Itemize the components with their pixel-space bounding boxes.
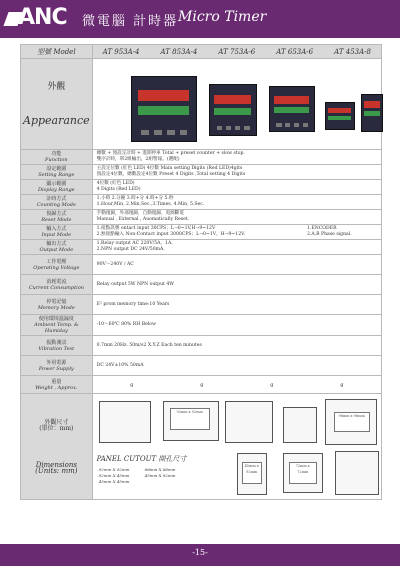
counting-mode-row [21,195,382,210]
consumption-row [21,275,382,295]
row-label-en: Memory Mode [37,304,75,311]
dimension-drawing-953 [99,401,151,443]
row-label-en: Current Consumption [28,284,84,291]
dimension-side-1 [237,453,267,495]
power-supply-row [21,356,382,376]
weight-unit: g [340,381,344,388]
dimension-side-2 [283,453,323,493]
row-label-cn: 工作電壓 [46,258,67,265]
row-text: E² prom memory time:10 Years [96,301,170,307]
model-1: AT 953A-4 [102,47,140,56]
row-text: Manual , External , Auomatically Reset. [96,217,190,222]
dimension-drawing-653 [283,407,317,443]
dim-inner-label: 96mm x 96mm [334,412,370,432]
row-label-cn: 振動測試 [46,339,67,346]
row-label-cn: 重量 [51,378,62,385]
row-text: 手動復歸，外部復歸，自動復歸，電源斷電 [96,211,184,216]
cutout-size: 68mm X 68mm [144,466,176,472]
vibration-row [21,336,382,356]
dimension-side-3 [335,451,379,495]
weight-unit: g [130,381,134,388]
row-label-cn: 輸出方式 [46,241,67,247]
setting-range-row [21,165,382,180]
row-label-cn: 計時方式 [46,196,67,202]
model-2: AT 853A-4 [160,47,198,56]
reset-mode-row [21,210,382,225]
row-label-cn: 外用電源 [46,359,67,366]
cutout-title: PANEL CUTOUT 開孔尺寸 [96,454,187,463]
cutout-list-1 [99,467,130,485]
row-text: 4 Digits (Red LED) [96,187,141,192]
row-text-right: 1.ENCODER [307,226,337,231]
row-label-cn: 功能 [51,151,62,157]
row-text: 1.接點訊號 ontact input 30CPS；L→0~1V,H→9~12V [96,226,216,231]
appearance-en: Appearance [23,114,90,127]
footer-bar [0,544,400,566]
row-text: -10～60℃ 80% RH Below [96,322,156,327]
dimension-drawing-453 [325,399,377,445]
row-label-cn: 復歸方式 [46,211,67,217]
device-953-image [131,76,197,142]
row-text: 1.小時 2.分鐘 3.時+分 4.時+分 5.秒 [96,196,174,201]
row-label-en: Reset Mode [41,217,72,223]
dimension-drawing-853 [163,401,219,441]
header-bar [0,0,400,38]
row-text: 總數 + 預設定計時 + 進期停車 Total + preset counter + slow stop. [96,151,245,156]
row-text: 90V～240V / AC [96,261,134,267]
voltage-row [21,255,382,275]
model-5: AT 453A-8 [334,47,371,56]
row-label-en: Display Range [38,187,75,193]
row-text: 雙序計時，單2組輸出，2組警報。(選配) [96,157,180,162]
row-text-right: 2.A,B Phase signal. [307,232,352,237]
weight-row [21,376,382,394]
device-753-image [269,86,315,132]
row-text: 主設定位數 (紅色 LED) 4位數 Main setting Digits (Red LED)4gits [96,166,243,171]
appearance-row [21,59,382,150]
model-label: 型號 Model [21,45,93,59]
appearance-images [92,59,381,150]
row-label-en: Input Mode [41,232,72,238]
row-label-en: Power Supply [38,365,74,372]
model-list [92,45,381,59]
row-label-cn: 輸入方式 [46,226,67,232]
row-label-en: Counting Mode [36,202,76,208]
row-label-en: Weight , Approx. [35,384,78,391]
row-label-en: Output Mode [39,247,74,253]
weight-unit: g [270,381,274,388]
title-english: Micro Timer [178,9,267,25]
cutout-size: 45mm X 45mm [98,478,130,484]
row-text: 0.7mm 20Hz. 50m/s2 X.Y.Z Each ten minutes [96,342,202,348]
function-row [21,150,382,165]
dim-inner-label: 72mm x 72mm [289,462,317,484]
row-label-en: Function [45,157,68,163]
row-text: 1.Relay output AC 220V/5A，1A. [96,241,173,246]
row-text: 預設定4位數，總數設定4位數 Preset 4 Digits ,Total setting 4 Digits [96,172,246,177]
row-text: 1.Hour,Min, 2.Min,Sec.,3.Times, 4.Min, 5.Sec. [96,202,205,207]
row-label-cn: 設定範圍 [46,166,67,172]
logo-text: ANC [18,5,67,30]
model-row [21,45,382,59]
spec-table [20,44,382,500]
brand-logo [6,5,66,33]
ambient-row [21,315,382,336]
row-label-en: Operating Voltage [33,264,80,271]
dims-label-en: Dimensions (Units: mm) [35,460,78,475]
row-label-cn: 顯示範圍 [46,181,67,187]
row-text: 4位數 (紅色 LED) [96,181,135,186]
cutout-size: 45mm X 92mm [144,472,176,478]
model-3: AT 753A-6 [218,47,256,56]
row-label-cn: 消耗電流 [46,278,67,285]
model-4: AT 653A-6 [276,47,314,56]
row-label-cn: 使用環境溫濕度 [38,316,74,322]
cutout-list-2 [145,467,176,479]
dims-label-cn: 外觀尺寸 (單位：mm) [39,418,74,432]
weight-unit: g [200,381,204,388]
display-range-row [21,180,382,195]
page-number: -15- [192,548,208,557]
row-label-cn: 停電記憶 [46,298,67,305]
row-text: Relay output 5W NPN output 4W [96,281,175,287]
title-chinese: 微電腦 計時器 [82,14,179,29]
input-mode-row [21,225,382,240]
device-853-image [209,84,257,136]
output-mode-row [21,240,382,255]
cutout-size: 92mm X 92mm [98,466,130,472]
appearance-cn: 外觀 [47,82,66,92]
row-label-en: Ambient Temp. & Humiday [34,322,79,334]
row-text: 2.無接點輸入 Non-Contact input 3000CPS；L→0~1V，H→9~12V. [96,232,246,237]
memory-row [21,295,382,315]
appearance-label [21,59,93,150]
dimensions-row [21,394,382,500]
dim-inner-label: 45mm x 92mm [242,462,262,484]
dim-inner-label: 92mm x 92mm [170,408,210,430]
row-label-en: Setting Range [38,172,75,178]
cutout-size: 92mm X 45mm [98,472,130,478]
device-653-image [325,102,355,130]
dimension-drawing-753 [225,401,273,443]
row-text: DC 24V±10% 50mA [96,362,144,368]
row-label-en: Vibration Test [38,345,75,352]
device-453-image [361,94,383,132]
row-text: 2.NPN output DC 24V/50mA. [96,247,165,252]
